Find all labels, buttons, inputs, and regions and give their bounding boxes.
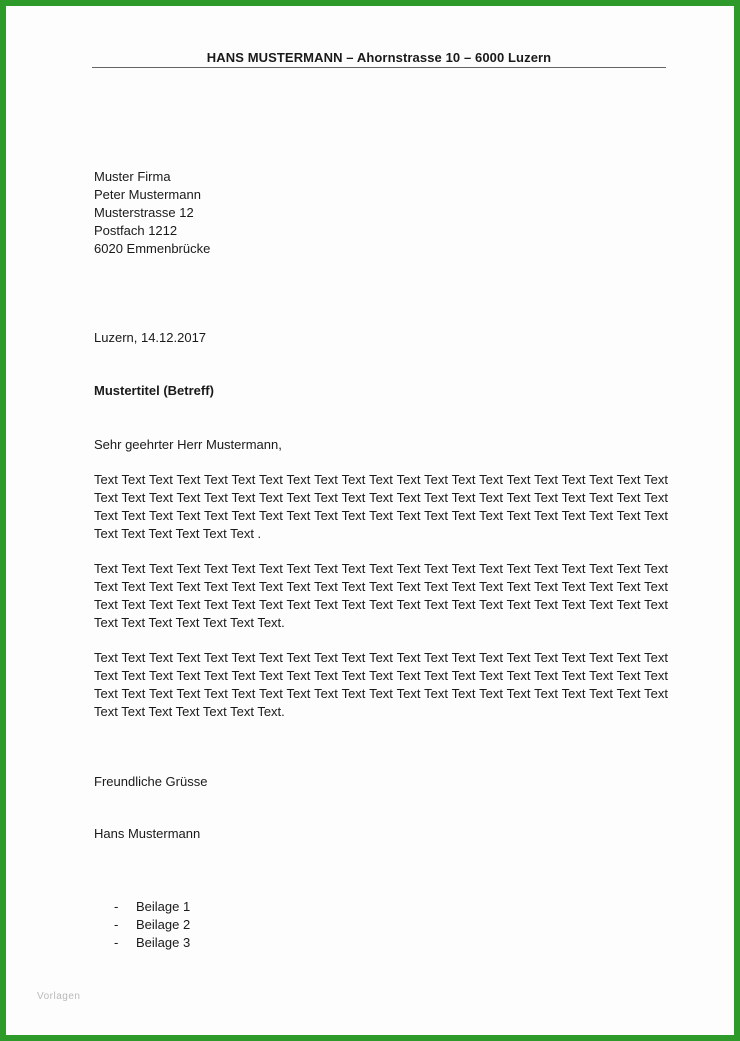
signature-name: Hans Mustermann [94, 826, 201, 841]
recipient-pobox: Postfach 1212 [94, 223, 178, 238]
place-date: Luzern, 14.12.2017 [94, 330, 207, 345]
watermark-text: Vorlagen [37, 991, 81, 1002]
recipient-company: Muster Firma [94, 169, 171, 184]
salutation: Sehr geehrter Herr Mustermann, [94, 437, 282, 452]
closing-phrase: Freundliche Grüsse [94, 774, 208, 789]
bullet-dash: - [114, 935, 119, 950]
bullet-dash: - [114, 917, 119, 932]
attachment-label: Beilage 3 [136, 935, 191, 950]
attachment-label: Beilage 1 [136, 899, 191, 914]
body-paragraph-1: Text Text Text Text Text Text Text Text Text Text Text Text Text Text Text Text Text Text Text Text Text Text Text Text Text Text Text Text Text Text Text Text Text Text Text Text Text Text Text Text Text Text Text Text Text Text Text Text Text Text Text Text Text Text Text Text Text Text Text Text Text Text Text Text Text Text Text Text Text . [94, 472, 668, 541]
body-paragraph-2: Text Text Text Text Text Text Text Text Text Text Text Text Text Text Text Text Text Text Text Text Text Text Text Text Text Text Text Text Text Text Text Text Text Text Text Text Text Text Text Text Text Text Text Text Text Text Text Text Text Text Text Text Text Text Text Text Text Text Text Text Text Text Text Text Text Text Text Text Text Text. [94, 561, 668, 630]
recipient-address [94, 168, 210, 258]
body-paragraph-3: Text Text Text Text Text Text Text Text Text Text Text Text Text Text Text Text Text Text Text Text Text Text Text Text Text Text Text Text Text Text Text Text Text Text Text Text Text Text Text Text Text Text Text Text Text Text Text Text Text Text Text Text Text Text Text Text Text Text Text Text Text Text Text Text Text Text Text Text Text Text. [94, 650, 668, 719]
bullet-dash: - [114, 899, 119, 914]
recipient-street: Musterstrasse 12 [94, 205, 194, 220]
subject-line: Mustertitel (Betreff) [94, 383, 214, 398]
attachment-item [114, 934, 190, 952]
attachment-item [114, 916, 190, 934]
recipient-city: 6020 Emmenbrücke [94, 241, 211, 256]
attachment-list [114, 898, 190, 952]
attachment-label: Beilage 2 [136, 917, 191, 932]
sender-header: HANS MUSTERMANN – Ahornstrasse 10 – 6000 Luzern [92, 50, 666, 68]
attachment-item [114, 898, 190, 916]
recipient-name: Peter Mustermann [94, 187, 201, 202]
letter-page [6, 6, 734, 1035]
